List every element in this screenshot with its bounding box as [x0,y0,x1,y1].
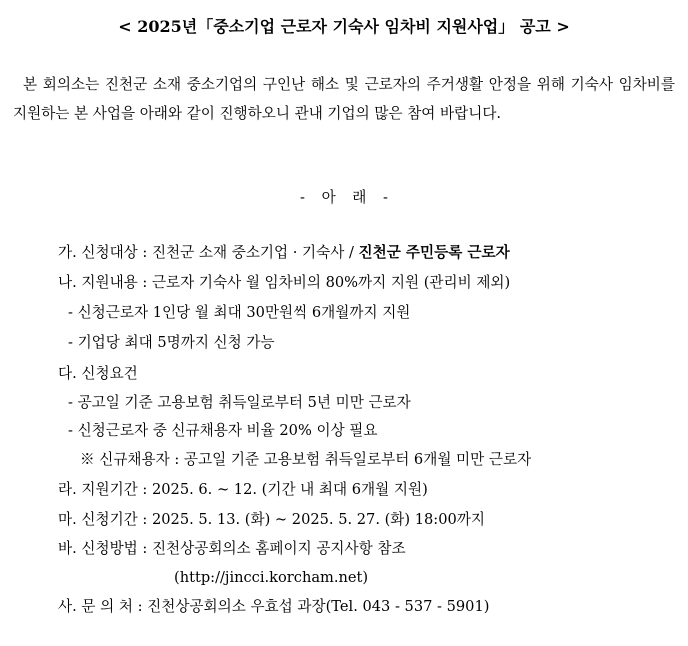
intro-text: 본 회의소는 진천군 소재 중소기업의 구인난 해소 및 근로자의 주거생활 안정을 위해 기숙사 임차비를 지원하는 본 사업을 아래와 같이 진행하오니 관내 기업의 많은 참여 바랍니다. [13,76,675,122]
item-na-sub1: - 신청근로자 1인당 월 최대 30만원씩 6개월까지 지원 [68,304,411,321]
item-ra: 라. 지원기간 : 2025. 6. ~ 12. (기간 내 최대 6개월 지원) [58,481,428,498]
item-na-sub2: - 기업당 최대 5명까지 신청 가능 [68,334,275,351]
item-ba: 바. 신청방법 : 진천상공회의소 홈페이지 공지사항 참조 [58,540,406,557]
item-ma: 마. 신청기간 : 2025. 5. 13. (화) ~ 2025. 5. 27. (화) 18:00까지 [58,511,485,528]
section-heading: - 아 래 - [300,189,388,206]
item-ba-url: (http://jincci.korcham.net) [174,569,369,586]
item-sa: 사. 문 의 처 : 진천상공회의소 우효섭 과장(Tel. 043 - 537 - 5901) [58,598,490,615]
item-da: 다. 신청요건 [58,365,138,382]
notice-title: < 2025년「중소기업 근로자 기숙사 임차비 지원사업」 공고 > [118,17,570,36]
item-da-sub1: - 공고일 기준 고용보험 취득일로부터 5년 미만 근로자 [68,394,411,411]
item-da-sub2: - 신청근로자 중 신규채용자 비율 20% 이상 필요 [68,422,378,439]
item-ga-highlight: 진천군 주민등록 근로자 [358,244,510,261]
item-ga-text: 가. 신청대상 : 진천군 소재 중소기업 · 기숙사 / [58,244,359,261]
intro-paragraph [13,70,675,128]
item-na: 나. 지원내용 : 근로자 기숙사 월 임차비의 80%까지 지원 (관리비 제외) [58,274,511,291]
item-da-note: ※ 신규채용자 : 공고일 기준 고용보험 취득일로부터 6개월 미만 근로자 [80,451,532,468]
item-ga [58,243,510,263]
